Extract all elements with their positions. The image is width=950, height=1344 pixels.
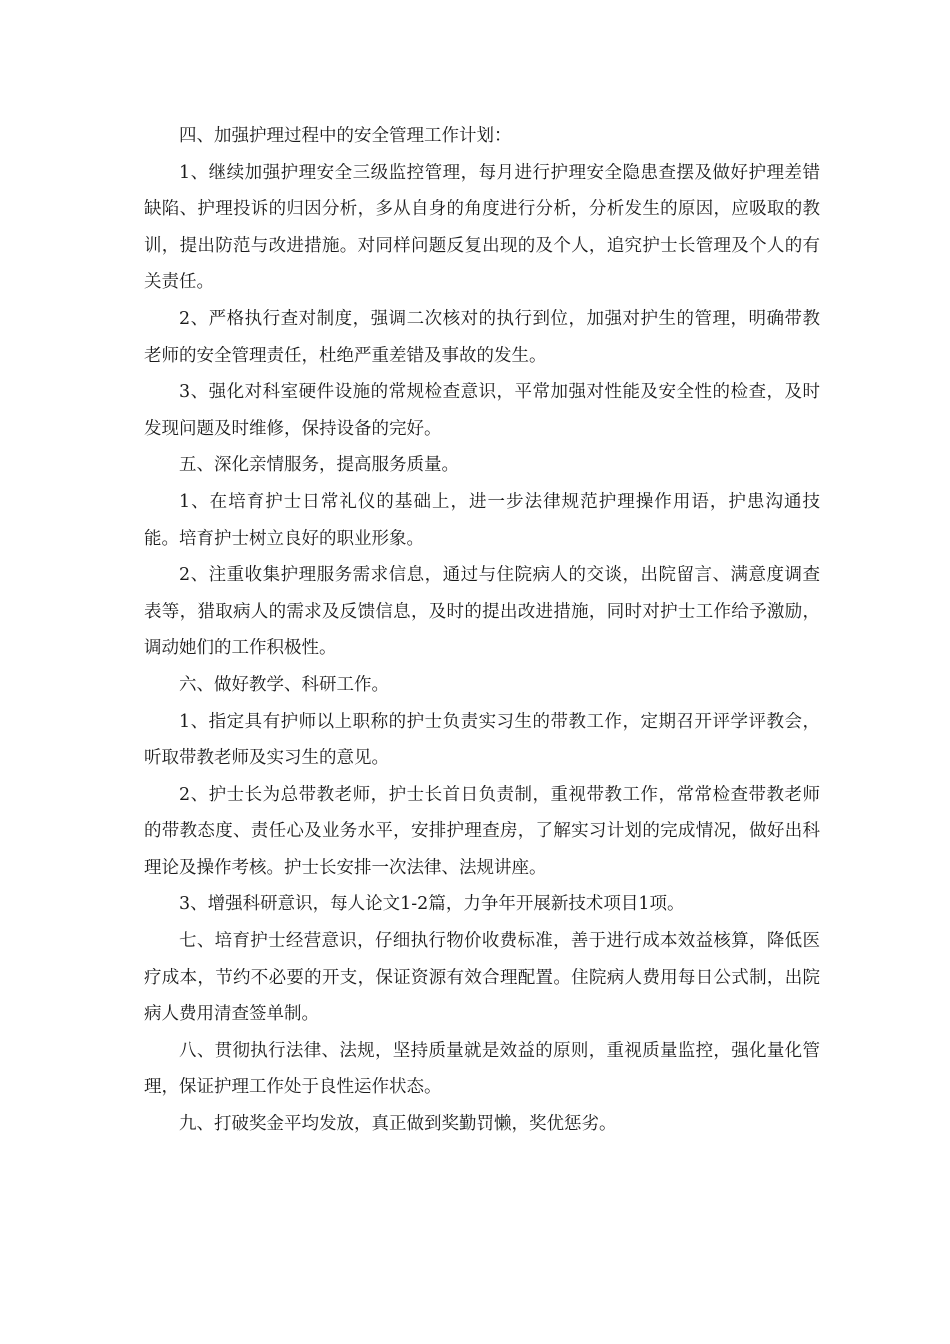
section-heading-4: 四、加强护理过程中的安全管理工作计划： xyxy=(179,126,512,146)
paragraph: 1、在培育护士日常礼仪的基础上，进一步法律规范护理操作用语，护患沟通技能。培育护士树立良好的职业形象。 xyxy=(144,491,820,549)
document-body xyxy=(144,118,820,1143)
section-heading-6: 六、做好教学、科研工作。 xyxy=(179,674,389,695)
paragraph: 1、继续加强护理安全三级监控管理，每月进行护理安全隐患查摆及做好护理差错缺陷、护理投诉的归因分析，多从自身的角度进行分析，分析发生的原因，应吸取的教训，提出防范与改进措施。对同样问题反复出现的及个人，追究护士长管理及个人的有关责任。 xyxy=(144,162,820,293)
section-heading-7: 七、培育护士经营意识，仔细执行物价收费标准，善于进行成本效益核算，降低医疗成本，节约不必要的开支，保证资源有效合理配置。住院病人费用每日公式制，出院病人费用清查签单制。 xyxy=(144,931,820,1025)
paragraph: 3、增强科研意识，每人论文1-2篇，力争年开展新技术项目1项。 xyxy=(179,894,685,915)
paragraph: 1、指定具有护师以上职称的护士负责实习生的带教工作，定期召开评学评教会，听取带教老师及实习生的意见。 xyxy=(144,711,820,769)
paragraph: 2、注重收集护理服务需求信息，通过与住院病人的交谈，出院留言、满意度调查表等，猎取病人的需求及反馈信息，及时的提出改进措施，同时对护士工作给予激励，调动她们的工作积极性。 xyxy=(144,565,820,659)
paragraph: 2、严格执行查对制度，强调二次核对的执行到位，加强对护生的管理，明确带教老师的安全管理责任，杜绝严重差错及事故的发生。 xyxy=(144,308,820,366)
section-heading-5: 五、深化亲情服务，提高服务质量。 xyxy=(179,455,459,476)
section-heading-9: 九、打破奖金平均发放，真正做到奖勤罚懒，奖优惩劣。 xyxy=(179,1114,617,1135)
paragraph: 2、护士长为总带教老师，护士长首日负责制，重视带教工作，常常检查带教老师的带教态度、责任心及业务水平，安排护理查房，了解实习计划的完成情况，做好出科理论及操作考核。护士长安排一次法律、法规讲座。 xyxy=(144,784,820,878)
section-heading-8: 八、贯彻执行法律、法规，坚持质量就是效益的原则，重视质量监控，强化量化管理，保证护理工作处于良性运作状态。 xyxy=(144,1040,820,1098)
paragraph: 3、强化对科室硬件设施的常规检查意识，平常加强对性能及安全性的检查，及时发现问题及时维修，保持设备的完好。 xyxy=(144,382,820,439)
